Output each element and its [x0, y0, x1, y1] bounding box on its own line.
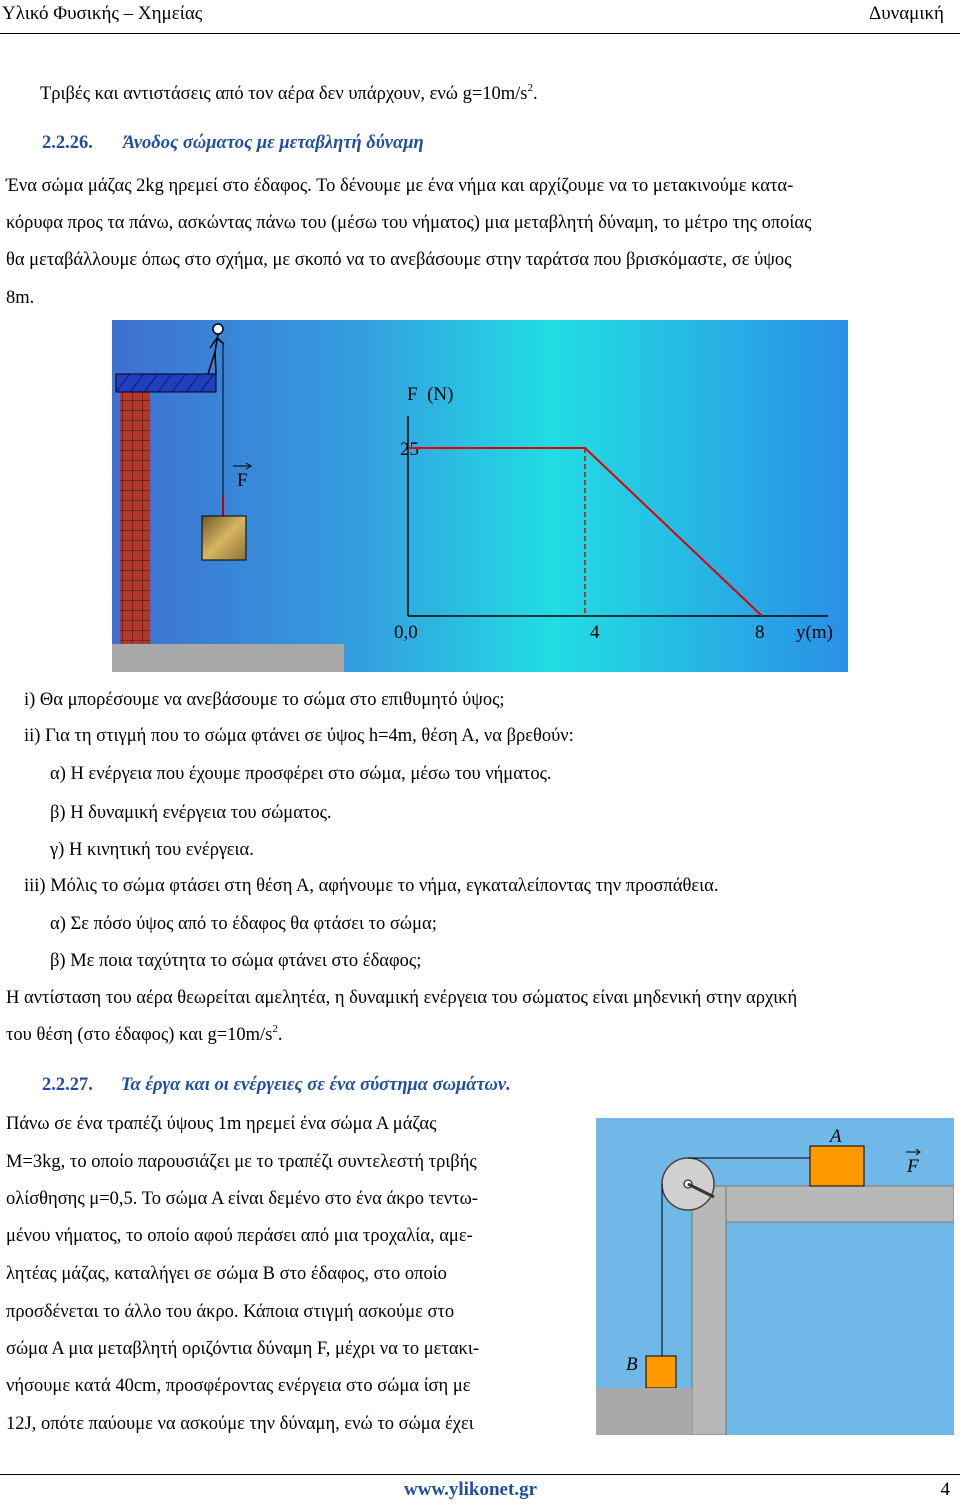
figure-table-pulley — [596, 1118, 954, 1435]
x-tick-label: 8 — [755, 622, 765, 643]
question-iii-a: α) Σε πόσο ύψος από το έδαφος θα φτάσει το σώμα; — [50, 914, 437, 934]
block-a — [810, 1146, 864, 1186]
section-heading-2-2-27: 2.2.27. Τα έργα και οι ενέργειες σε ένα σύστημα σωμάτων. — [42, 1075, 511, 1095]
question-i: i) Θα μπορέσουμε να ανεβάσουμε το σώμα στο επιθυμητό ύψος; — [24, 690, 505, 710]
page-header — [0, 0, 960, 34]
section2-paragraph-line: μένου νήματος, το οποίο αφού περάσει από μια τροχαλία, αμε- — [6, 1226, 473, 1246]
x-axis-label: y(m) — [796, 622, 833, 643]
y-axis-label: F (N) — [407, 384, 454, 405]
section2-paragraph-line: λητέας μάζας, καταλήγει σε σώμα Β στο έδαφος, στο οποίο — [6, 1264, 447, 1284]
question-ii-b: β) Η δυναμική ενέργεια του σώματος. — [50, 803, 332, 823]
section2-paragraph-line: 12J, οπότε παύουμε να ασκούμε την δύναμη, ενώ το σώμα έχει — [6, 1414, 474, 1434]
ground — [112, 644, 344, 672]
closing-line: του θέση (στο έδαφος) και $g=10m/s^2$. — [6, 1023, 283, 1045]
table-top — [692, 1186, 954, 1222]
lifted-box — [202, 516, 246, 560]
block-b — [646, 1356, 676, 1388]
footer-website-link[interactable]: www.ylikonet.gr — [404, 1479, 537, 1500]
section2-paragraph-line: σώμα Α μια μεταβλητή οριζόντια δύναμη F, μέχρι να το μετακι- — [6, 1339, 479, 1359]
floor — [596, 1388, 692, 1435]
question-iii-b: β) Με ποια ταχύτητα το σώμα φτάνει στο έδαφος; — [50, 951, 422, 971]
footer-divider — [0, 1474, 960, 1475]
section1-paragraph-line: Ένα σώμα μάζας 2kg ηρεμεί στο έδαφος. Το δένουμε με ένα νήμα και αρχίζουμε να το μετακινούμε κατα- — [6, 176, 794, 196]
section1-paragraph-line: 8m. — [6, 288, 35, 308]
question-ii-c: γ) Η κινητική του ενέργεια. — [50, 840, 254, 860]
intro-line: Τριβές και αντιστάσεις από τον αέρα δεν υπάρχουν, ενώ $g=10m/s^2$. — [40, 82, 538, 104]
force-f-label: F — [907, 1156, 919, 1177]
header-divider — [0, 33, 960, 34]
header-subject: Υλικό Φυσικής – Χημείας — [2, 3, 203, 24]
figure-building-and-force-graph — [112, 320, 848, 672]
section-heading-2-2-26: 2.2.26. Άνοδος σώματος με μεταβλητή δύναμη — [42, 133, 424, 153]
section1-paragraph-line: θα μεταβάλλουμε όπως στο σχήμα, με σκοπό να το ανεβάσουμε στην ταράτσα που βρισκόμαστε, σε ύψος — [6, 250, 792, 270]
question-iii: iii) Μόλις το σώμα φτάσει στη θέση Α, αφήνουμε το νήμα, εγκαταλείποντας την προσπάθεια. — [24, 876, 719, 896]
section2-paragraph-line: προσδένεται το άλλο του άκρο. Κάποια στιγμή ασκούμε στο — [6, 1302, 455, 1322]
table-leg — [692, 1186, 726, 1435]
building-roof — [116, 374, 216, 392]
section2-paragraph-line: ολίσθησης μ=0,5. Το σώμα Α είναι δεμένο στο ένα άκρο τεντω- — [6, 1189, 478, 1209]
page-number: 4 — [940, 1479, 950, 1500]
question-ii: ii) Για τη στιγμή που το σώμα φτάνει σε ύψος h=4m, θέση Α, να βρεθούν: — [24, 726, 574, 746]
origin-label: 0,0 — [394, 622, 418, 643]
section2-paragraph-line: νήσουμε κατά 40cm, προσφέροντας ενέργεια στο σώμα ίση με — [6, 1376, 471, 1396]
section2-paragraph-line: Πάνω σε ένα τραπέζι ύψους 1m ηρεμεί ένα σώμα Α μάζας — [6, 1114, 437, 1134]
section2-paragraph-line: Μ=3kg, το οποίο παρουσιάζει με το τραπέζι συντελεστή τριβής — [6, 1152, 477, 1172]
header-chapter: Δυναμική — [869, 3, 944, 24]
question-ii-a: α) Η ενέργεια που έχουμε προσφέρει στο σώμα, μέσω του νήματος. — [50, 764, 552, 784]
block-b-label: B — [626, 1354, 638, 1375]
brick-building — [120, 392, 150, 644]
block-a-label: A — [830, 1126, 842, 1147]
section1-paragraph-line: κόρυφα προς τα πάνω, ασκώντας πάνω του (μέσω του νήματος) μια μεταβλητή δύναμη, το μέτρο της οποίας — [6, 213, 812, 233]
closing-line: Η αντίσταση του αέρα θεωρείται αμελητέα, η δυναμική ενέργεια του σώματος είναι μηδενική στην αρχική — [6, 988, 798, 1008]
x-tick-label: 4 — [590, 622, 600, 643]
force-vector-label: F — [237, 470, 248, 491]
y-tick-label: 25 — [400, 439, 419, 460]
